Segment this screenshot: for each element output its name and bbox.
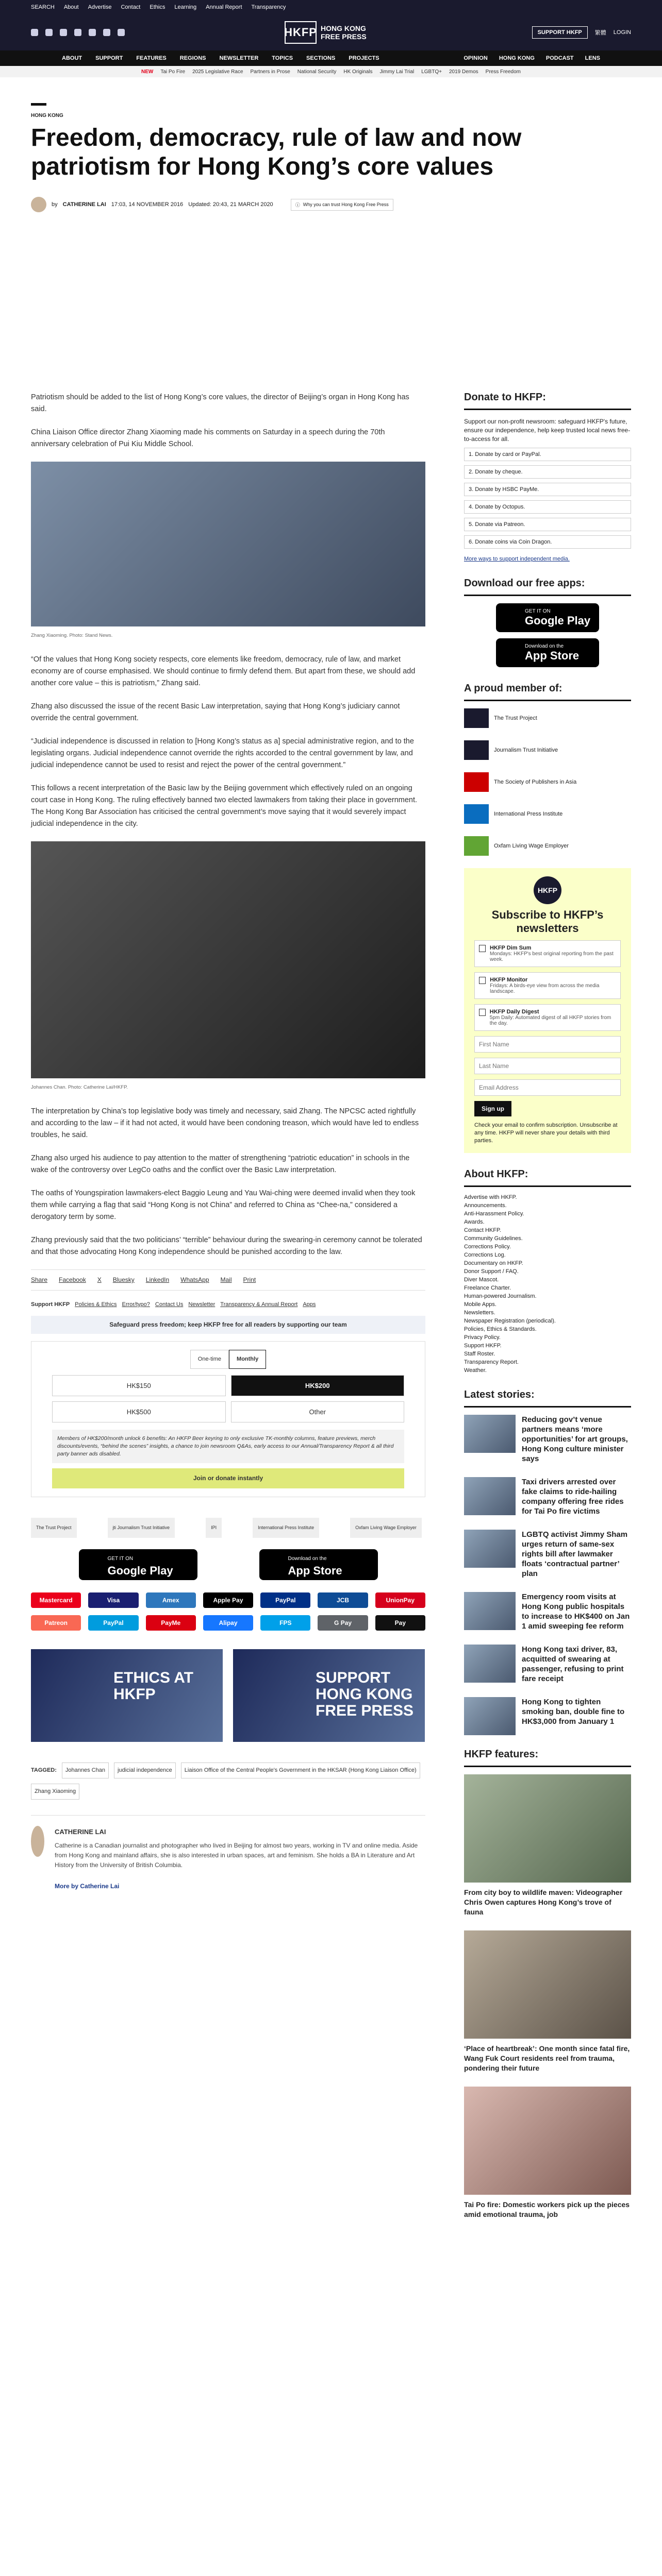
sidebar (464, 392, 631, 2233)
checkbox[interactable] (479, 977, 486, 984)
newsletter-option[interactable] (474, 940, 621, 967)
feature-image (464, 1774, 631, 1883)
join-donate-button[interactable]: Join or donate instantly (52, 1468, 404, 1488)
paragraph: The oaths of Youngspiration lawmakers-elect Baggio Leung and Yau Wai-ching were deemed invalid when they took them while carrying a flag that said “Hong Kong is not China” and referred to China as “Chee-na,” considered a derogatory term by some. (31, 1189, 416, 1221)
amount-option[interactable]: HK$150 (52, 1375, 226, 1396)
press-freedom-banner[interactable]: Safeguard press freedom; keep HKFP free for all readers by supporting our team (31, 1316, 425, 1334)
apple-pay-icon[interactable]: Apple Pay (203, 1592, 253, 1608)
newsletter-note: Check your email to confirm subscription. Unsubscribe at any time. HKFP will never share your details with third parties. (474, 1122, 618, 1144)
story-thumbnail (464, 1415, 516, 1453)
donate-option[interactable]: 2. Donate by cheque. (464, 465, 631, 479)
press-institute-logo[interactable]: International Press Institute (253, 1518, 319, 1538)
story-thumbnail (464, 1645, 516, 1683)
trending-link[interactable]: Jimmy Lai Trial (379, 69, 415, 75)
newsletter-option[interactable] (474, 1004, 621, 1031)
contact-us-link[interactable]: Contact Us (155, 1301, 184, 1308)
top-utility-bar (0, 0, 662, 14)
ethics-banner[interactable]: ETHICS AT HKFP (31, 1649, 223, 1742)
as-small: Download on the (288, 1556, 327, 1562)
trending-link[interactable]: National Security (297, 69, 337, 75)
publish-date: 17:03, 14 NOVEMBER 2016 (111, 201, 184, 208)
as-big: App Store (525, 649, 580, 662)
about-link[interactable]: Newspaper Registration (periodical). (464, 1318, 556, 1324)
checkbox[interactable] (479, 1009, 486, 1016)
amount-options (52, 1375, 404, 1422)
member-logos-row (31, 1518, 425, 1538)
share-whatsapp[interactable]: WhatsApp (180, 1276, 209, 1283)
story-thumbnail (464, 1697, 516, 1735)
as-big: App Store (288, 1564, 342, 1577)
trust-project-logo[interactable]: The Trust Project (31, 1518, 77, 1538)
feature-headline: Tai Po fire: Domestic workers pick up the pieces amid emotional trauma, job (464, 2200, 630, 2218)
option-title: HKFP Dim Sum (489, 945, 532, 951)
gp-small: GET IT ON (525, 608, 551, 614)
paypal-icon[interactable]: PayPal (88, 1615, 138, 1631)
amount-option[interactable]: HK$200 (231, 1375, 405, 1396)
story-headline: Hong Kong to tighten smoking ban, double fine to HK$3,000 from January 1 (522, 1698, 625, 1726)
tag[interactable]: Liaison Office of the Central People's Government in the HKSAR (Hong Kong Liaison Office) (181, 1762, 420, 1778)
member-item[interactable] (464, 804, 631, 824)
paragraph: Zhang previously said that the two politicians’ “terrible” behaviour during the swearing-in ceremony cannot be tolerated and that those advocating Hong Kong independence should be punished according to the law. (31, 1236, 422, 1256)
latest-story[interactable] (464, 1415, 631, 1464)
checkbox[interactable] (479, 945, 486, 952)
author-name[interactable]: CATHERINE LAI (55, 1828, 106, 1836)
about-link[interactable]: Corrections Log. (464, 1252, 506, 1258)
feature-story[interactable] (464, 1774, 631, 1917)
payment-methods (31, 1592, 425, 1631)
transparency-link[interactable]: Transparency (251, 4, 286, 10)
nav-opinion[interactable]: OPINION (464, 55, 488, 61)
support-hkfp-link[interactable]: Support HKFP (31, 1301, 70, 1308)
app-store-buttons (31, 1549, 425, 1580)
latest-story[interactable] (464, 1530, 631, 1579)
story-headline: Emergency room visits at Hong Kong public hospitals to increase to HK$400 on Jan 1 amid sweeping fee reform (522, 1592, 630, 1631)
last-name-input[interactable] (474, 1058, 621, 1074)
features-title: HKFP features: (464, 1749, 631, 1767)
paragraph: Zhang also discussed the issue of the recent Basic Law interpretation, saying that Hong Kong’s judiciary cannot override the central government. (31, 702, 400, 722)
nav-lens[interactable]: LENS (585, 55, 600, 61)
about-link[interactable]: Transparency Report. (464, 1359, 519, 1365)
nav-support[interactable]: SUPPORT (95, 55, 123, 61)
more-by-author-link[interactable]: More by Catherine Lai (55, 1883, 120, 1890)
title-rule (31, 103, 46, 106)
photo-caption: Zhang Xiaoming. Photo: Stand News. (31, 633, 113, 638)
member-title: A proud member of: (464, 683, 631, 701)
site-logo[interactable] (285, 21, 377, 44)
jcb-icon[interactable]: JCB (318, 1592, 368, 1608)
gp-big: Google Play (525, 614, 591, 627)
logo-mark: HKFP (285, 21, 317, 44)
share-facebook[interactable]: Facebook (59, 1276, 86, 1283)
trending-link[interactable]: Press Freedom (485, 69, 521, 75)
article-wrapper (31, 103, 631, 2218)
about-link[interactable]: Community Guidelines. (464, 1235, 523, 1242)
member-name: International Press Institute (494, 811, 563, 817)
about-link[interactable]: Corrections Policy. (464, 1244, 511, 1250)
zhang-xiaoming-photo (31, 462, 425, 626)
paragraph: The interpretation by China’s top legislative body was timely and necessary, said Zhang. The NPCSC acted rightfully and according to the law – if it had not acted, it would have been condoning treason, which would have led to endless troubles, he said. (31, 1107, 419, 1139)
learning-link[interactable]: Learning (174, 4, 197, 10)
paragraph: Zhang also urged his audience to pay attention to the matter of strengthening “patriotic education” in schools in the wake of the controversy over LegCo oaths and the conflict over the Basic Law interpretation. (31, 1154, 410, 1174)
feature-story[interactable] (464, 1930, 631, 2073)
tags-row (31, 1762, 425, 1800)
trending-link[interactable]: Tai Po Fire (160, 69, 186, 75)
paypal-icon[interactable]: PayPal (260, 1592, 310, 1608)
latest-story[interactable] (464, 1645, 631, 1684)
trust-project-icon (464, 708, 489, 728)
updated-date: Updated: 20:43, 21 MARCH 2020 (188, 201, 273, 208)
option-title: HKFP Daily Digest (489, 1009, 539, 1015)
google-pay-icon[interactable]: G Pay (318, 1615, 368, 1631)
donate-option[interactable]: 1. Donate by card or PayPal. (464, 448, 631, 461)
oxfam-logo[interactable]: Oxfam Living Wage Employer (350, 1518, 422, 1538)
signup-button[interactable]: Sign up (474, 1101, 511, 1116)
member-name: Oxfam Living Wage Employer (494, 843, 569, 849)
paragraph: Patriotism should be added to the list of Hong Kong’s core values, the director of Beijing’s organ in Hong Kong has said. (31, 393, 409, 413)
feature-image (464, 2087, 631, 2195)
unionpay-icon[interactable]: UnionPay (375, 1592, 425, 1608)
apps-title: Download our free apps: (464, 578, 631, 596)
feature-image (464, 1930, 631, 2039)
tag[interactable]: Zhang Xiaoming (31, 1784, 79, 1800)
fps-icon[interactable]: FPS (260, 1615, 310, 1631)
nav-features[interactable]: FEATURES (136, 55, 167, 61)
member-name: Journalism Trust Initiative (494, 747, 558, 753)
donate-title: Donate to HKFP: (464, 392, 631, 410)
author-bio: Catherine is a Canadian journalist and photographer who lived in Beijing for almost two years, working in TV and online media. Aside from Hong Kong and mainland affairs, she is also interested in urban spaces, art and feminism. She holds a BA in Literature and Art History from the University of British Columbia. (55, 1842, 418, 1869)
latest-title: Latest stories: (464, 1389, 631, 1408)
donate-option[interactable]: 4. Donate by Octopus. (464, 500, 631, 514)
nav-regions[interactable]: REGIONS (179, 55, 206, 61)
article-body (31, 392, 425, 1903)
contact-link[interactable]: Contact (121, 4, 141, 10)
about-link[interactable]: Staff Roster. (464, 1351, 495, 1357)
about-link[interactable]: Privacy Policy. (464, 1334, 501, 1341)
trending-bar (0, 66, 662, 77)
amex-icon[interactable]: Amex (146, 1592, 196, 1608)
rss-icon[interactable] (118, 29, 125, 36)
story-headline: Taxi drivers arrested over fake claims to ride-hailing company offering free rides for Tai Po fire victims (522, 1478, 624, 1516)
newsletter-link[interactable]: Newsletter (188, 1301, 216, 1308)
ipi-logo[interactable]: IPI (206, 1518, 222, 1538)
about-link[interactable]: Newsletters. (464, 1310, 495, 1316)
search-link[interactable]: SEARCH (31, 4, 55, 10)
share-bluesky[interactable]: Bluesky (112, 1276, 135, 1283)
tagged-label: TAGGED: (31, 1767, 57, 1773)
amount-option[interactable]: Other (231, 1401, 405, 1422)
header-actions (532, 26, 631, 39)
feature-headline: ‘Place of heartbreak’: One month since fatal fire, Wang Fuk Court residents reel from trauma, pondering their future (464, 2044, 630, 2072)
johannes-chan-photo (31, 841, 425, 1078)
donate-options (464, 448, 631, 549)
story-headline: Reducing gov’t venue partners means ‘more opportunities’ for art groups, Hong Kong culture minister says (522, 1415, 628, 1463)
about-link[interactable]: Weather. (464, 1367, 487, 1374)
visa-icon[interactable]: Visa (88, 1592, 138, 1608)
one-time-tab[interactable]: One-time (190, 1350, 229, 1369)
member-item[interactable] (464, 836, 631, 856)
trending-link[interactable]: HK Originals (343, 69, 373, 75)
support-banner[interactable]: SUPPORT HONG KONG FREE PRESS (233, 1649, 425, 1742)
monthly-tab[interactable]: Monthly (229, 1350, 266, 1369)
paragraph: China Liaison Office director Zhang Xiaoming made his comments on Saturday in a speech during the 70th anniversary celebration of Pui Kiu Middle School. (31, 428, 385, 448)
support-hkfp-button[interactable]: SUPPORT HKFP (532, 26, 588, 39)
google-play-button[interactable] (496, 603, 599, 632)
option-title: HKFP Monitor (490, 977, 528, 983)
feature-headline: From city boy to wildlife maven: Videographer Chris Owen captures Hong Kong’s trove of fauna (464, 1888, 623, 1916)
tag[interactable]: Johannes Chan (62, 1762, 109, 1778)
option-desc: 5pm Daily: Automated digest of all HKFP stories from the day. (489, 1015, 611, 1026)
logo-text: HONG KONG FREE PRESS (321, 24, 367, 41)
apps-link[interactable]: Apps (303, 1301, 316, 1308)
gp-big: Google Play (107, 1564, 173, 1577)
donate-option[interactable]: 6. Donate coins via Coin Dragon. (464, 535, 631, 549)
latest-list (464, 1415, 631, 1735)
google-play-button[interactable] (79, 1549, 197, 1580)
email-icon[interactable] (103, 29, 110, 36)
hkfp-logo-icon: HKFP (534, 876, 561, 904)
payme-icon[interactable]: PayMe (146, 1615, 196, 1631)
about-link[interactable]: Awards. (464, 1219, 485, 1225)
about-list (464, 1194, 631, 1374)
donate-option[interactable]: 5. Donate via Patreon. (464, 518, 631, 531)
newsletter-signup (464, 868, 631, 1153)
newsletter-option[interactable] (474, 972, 621, 999)
alipay-icon[interactable]: Alipay (203, 1615, 253, 1631)
author-box (31, 1815, 425, 1903)
more-ways-link[interactable]: More ways to support independent media. (464, 556, 570, 562)
option-desc: Fridays: A birds-eye view from across the media landscape. (490, 983, 600, 994)
tag[interactable]: judicial independence (114, 1762, 176, 1778)
nav-newsletter[interactable]: NEWSLETTER (219, 55, 259, 61)
error-typo-link[interactable]: Error/typo? (122, 1301, 150, 1308)
sopa-icon (464, 772, 489, 792)
about-link[interactable]: Support HKFP. (464, 1343, 502, 1349)
trending-link[interactable]: 2025 Legislative Race (192, 69, 243, 75)
member-item[interactable] (464, 740, 631, 760)
about-link[interactable]: Diver Mascot. (464, 1277, 499, 1283)
transparency-link[interactable]: Transparency & Annual Report (220, 1301, 298, 1308)
about-link[interactable]: Anti-Harassment Policy. (464, 1211, 524, 1217)
oxfam-icon (464, 836, 489, 856)
story-thumbnail (464, 1530, 516, 1568)
donate-widget (31, 1341, 425, 1497)
latest-story[interactable] (464, 1592, 631, 1631)
about-link[interactable]: Donor Support / FAQ. (464, 1268, 519, 1275)
frequency-toggle (52, 1350, 404, 1369)
app-store-button[interactable] (259, 1549, 378, 1580)
author-link[interactable]: CATHERINE LAI (62, 201, 106, 208)
language-link[interactable]: 繁體 (594, 30, 606, 36)
policies-link[interactable]: Policies & Ethics (75, 1301, 117, 1308)
about-link[interactable]: Documentary on HKFP. (464, 1260, 523, 1266)
latest-story[interactable] (464, 1477, 631, 1516)
trending-link[interactable]: 2019 Demos (449, 69, 478, 75)
features-list (464, 1774, 631, 2219)
email-input[interactable] (474, 1079, 621, 1096)
pay-icon[interactable]: Pay (375, 1615, 425, 1631)
social-icons (31, 29, 125, 36)
photo-caption: Johannes Chan. Photo: Catherine Lai/HKFP. (31, 1084, 128, 1090)
about-link[interactable]: Mobile Apps. (464, 1301, 496, 1308)
nav-podcast[interactable]: PODCAST (545, 55, 574, 61)
byline (31, 197, 631, 212)
trust-label: Why you can trust Hong Kong Free Press (303, 202, 389, 207)
article-title: Freedom, democracy, rule of law and now patriotism for Hong Kong’s core values (31, 124, 522, 180)
story-thumbnail (464, 1477, 516, 1515)
x-icon[interactable] (45, 29, 53, 36)
share-linkedin[interactable]: LinkedIn (145, 1276, 170, 1283)
paragraph: “Of the values that Hong Kong society respects, core elements like freedom, democracy, rule of law, and market economy are of course emphasised. We should continue to firmly defend them. But apart from these, we should add another core value – this is patriotism,” Zhang said. (31, 655, 416, 687)
member-item[interactable] (464, 708, 631, 728)
app-store-button[interactable] (496, 638, 599, 667)
new-badge: NEW (141, 69, 154, 75)
story-thumbnail (464, 1592, 516, 1630)
nav-projects[interactable]: PROJECTS (349, 55, 379, 61)
nav-topics[interactable]: TOPICS (272, 55, 293, 61)
story-headline: Hong Kong taxi driver, 83, acquitted of swearing at passenger, refusing to print fare receipt (522, 1645, 624, 1683)
by-label: by (52, 201, 58, 208)
nav-about[interactable]: ABOUT (62, 55, 82, 61)
share-bar (31, 1269, 425, 1291)
first-name-input[interactable] (474, 1036, 621, 1053)
author-avatar (31, 197, 46, 212)
mastercard-icon[interactable]: Mastercard (31, 1592, 81, 1608)
about-link[interactable]: Human-powered Journalism. (464, 1293, 537, 1299)
paragraph: This follows a recent interpretation of the Basic law by the Beijing government which effectively ruled on an ongoing court case in Hong Kong. The ruling effectively banned two elected lawmakers from taking their place in government. The Hong Kong Bar Association has criticised the central government’s move saying that it would severely impact judicial independence in the city. (31, 784, 418, 828)
jti-logo[interactable]: jti Journalism Trust Initiative (108, 1518, 175, 1538)
nav-sections[interactable]: SECTIONS (306, 55, 336, 61)
annual-report-link[interactable]: Annual Report (206, 4, 242, 10)
author-avatar (31, 1826, 44, 1857)
share-label: Share (31, 1276, 48, 1283)
login-link[interactable]: LOGIN (613, 29, 631, 36)
member-benefits: Members of HK$200/month unlock 6 benefits: An HKFP Beer keyring to only exclusive TK-monthly columns, feature previews, merch discounts/events, “behind the scenes” insights, a chance to join newsroom Q&As, early access to our Annual/Transparency Report & all third party banner ads disabled. (52, 1430, 404, 1463)
as-small: Download on the (525, 643, 564, 649)
trending-link[interactable]: LGBTQ+ (421, 69, 442, 75)
share-print[interactable]: Print (243, 1276, 256, 1283)
about-link[interactable]: Freelance Charter. (464, 1285, 511, 1291)
threads-icon[interactable] (74, 29, 81, 36)
story-headline: LGBTQ activist Jimmy Sham urges return of same-sex rights bill after lawmaker floats ‘contractual partner’ plan (522, 1530, 628, 1578)
category-label[interactable]: HONG KONG (31, 113, 63, 118)
ipi-icon (464, 804, 489, 824)
main-nav (0, 50, 662, 66)
promo-banners (31, 1649, 425, 1742)
nav-hong-kong[interactable]: HONG KONG (499, 55, 535, 61)
about-link[interactable]: About (63, 4, 79, 10)
youtube-icon[interactable] (89, 29, 96, 36)
advertise-link[interactable]: Advertise (88, 4, 112, 10)
instagram-icon[interactable] (60, 29, 67, 36)
about-link[interactable]: Advertise with HKFP. (464, 1194, 517, 1200)
feature-story[interactable] (464, 2087, 631, 2219)
member-item[interactable] (464, 772, 631, 792)
brand-bar (0, 14, 662, 50)
about-title: About HKFP: (464, 1168, 631, 1187)
donate-text: Support our non-profit newsroom: safeguard HKFP's future, ensure our independence, help keep trusted local news free-to-access for all. (464, 418, 631, 443)
jti-icon (464, 740, 489, 760)
about-link[interactable]: Contact HKFP. (464, 1227, 501, 1233)
gp-small: GET IT ON (107, 1556, 134, 1562)
ethics-link[interactable]: Ethics (150, 4, 166, 10)
member-name: The Society of Publishers in Asia (494, 779, 577, 785)
donate-option[interactable]: 3. Donate by HSBC PayMe. (464, 483, 631, 496)
info-icon: ⓘ (295, 202, 300, 208)
share-x[interactable]: X (97, 1276, 102, 1283)
donate-section (464, 392, 631, 562)
patreon-icon[interactable]: Patreon (31, 1615, 81, 1631)
facebook-icon[interactable] (31, 29, 38, 36)
share-mail[interactable]: Mail (220, 1276, 232, 1283)
latest-story[interactable] (464, 1697, 631, 1735)
sidebar-app-buttons (464, 603, 631, 667)
newsletter-title: Subscribe to HKFP’s newsletters (491, 908, 604, 935)
option-desc: Mondays: HKFP's best original reporting from the past week. (489, 951, 614, 962)
member-name: The Trust Project (494, 715, 537, 721)
trending-link[interactable]: Partners in Prose (250, 69, 290, 75)
paragraph: “Judicial independence is discussed in relation to [Hong Kong’s status as a] special administrative region, and to the legislating organs. Judicial independence cannot override the rights accorded to the central government by law, and judicial independence cannot be used to resist and reject the power of the central government.” (31, 737, 414, 769)
support-links (31, 1299, 425, 1311)
about-link[interactable]: Announcements. (464, 1202, 507, 1209)
amount-option[interactable]: HK$500 (52, 1401, 226, 1422)
about-link[interactable]: Policies, Ethics & Standards. (464, 1326, 537, 1332)
trust-badge[interactable] (291, 199, 393, 211)
member-list (464, 708, 631, 856)
